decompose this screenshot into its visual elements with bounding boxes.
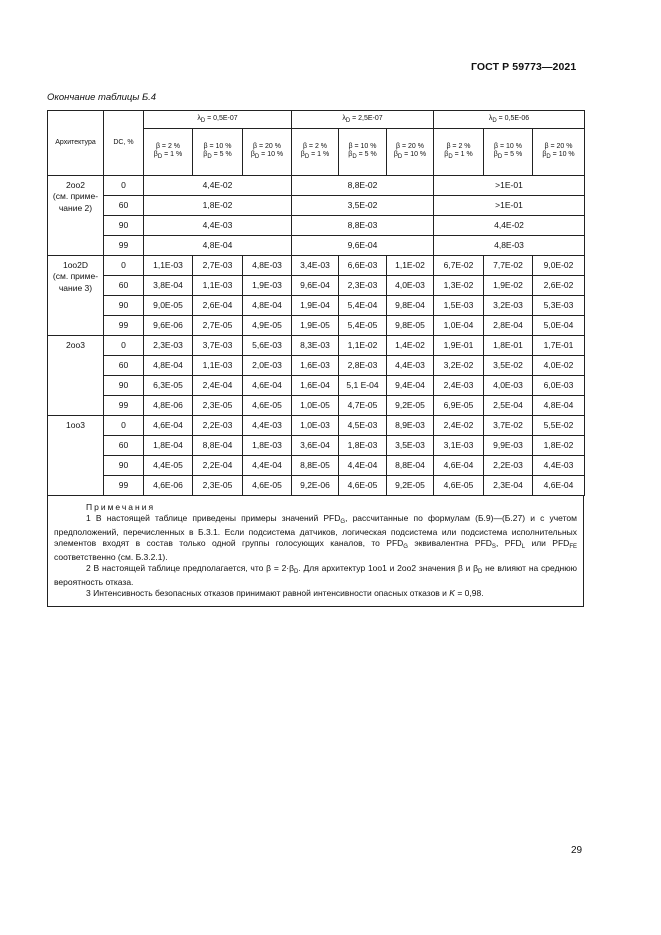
value-cell: 2,2E-03: [484, 456, 533, 476]
note-text: = 0,98.: [454, 587, 484, 598]
value-cell: 9,2E-05: [387, 396, 434, 416]
note-item: [54, 563, 577, 588]
value-cell: 1,1E-03: [193, 356, 243, 376]
value-cell: 5,6E-03: [243, 336, 292, 356]
beta-column-header: [484, 129, 533, 176]
value-cell: 1,9E-04: [292, 296, 339, 316]
value-cell: 1,0E-05: [292, 396, 339, 416]
value-cell: 5,5E-02: [533, 416, 585, 436]
value-cell: 3,2E-03: [484, 296, 533, 316]
dc-cell: 0: [104, 336, 144, 356]
note-text: . Для архитектур 1oo1 и 2oo2 значения β и β: [298, 562, 479, 573]
value-cell: 1,8E-04: [144, 436, 193, 456]
beta-d-value: = 10 %: [259, 151, 284, 159]
value-cell: 2,3E-04: [484, 476, 533, 496]
beta-d-value: = 5 %: [356, 151, 377, 159]
lambda-symbol: λ: [197, 114, 201, 122]
lambda-group-header: [434, 111, 585, 129]
value-cell: 2,6E-04: [193, 296, 243, 316]
value-cell: 2,7E-03: [193, 256, 243, 276]
beta-d-symbol: β: [542, 151, 547, 159]
beta-d-subscript: D: [397, 154, 403, 161]
table-caption: Окончание таблицы Б.4: [47, 92, 157, 103]
value-cell: 4,8E-04: [533, 396, 585, 416]
lambda-group-header: [144, 111, 292, 129]
dc-cell: 99: [104, 236, 144, 256]
value-cell: 1,1E-02: [339, 336, 387, 356]
value-cell: 1,6E-03: [292, 356, 339, 376]
beta-column-header: [292, 129, 339, 176]
architecture-cell: 1oo3: [48, 416, 104, 496]
value-cell: 3,1E-03: [434, 436, 484, 456]
table-row: [48, 176, 585, 196]
beta-d-value: = 5 %: [211, 151, 232, 159]
value-cell: 9,4E-04: [387, 376, 434, 396]
value-cell: 4,8E-04: [144, 236, 292, 256]
value-cell: 9,8E-04: [387, 296, 434, 316]
value-cell: 4,6E-05: [243, 476, 292, 496]
value-cell: 6,3E-05: [144, 376, 193, 396]
table-row: [48, 456, 585, 476]
value-cell: 1,8E-02: [533, 436, 585, 456]
page-number: 29: [571, 845, 583, 856]
beta-d-value: = 1 %: [309, 151, 330, 159]
value-cell: 4,9E-05: [243, 316, 292, 336]
value-cell: 6,0E-03: [533, 376, 585, 396]
beta-d-value: = 1 %: [162, 151, 183, 159]
note-text: , PFD: [495, 537, 522, 548]
beta-column-header: [193, 129, 243, 176]
value-cell: 8,8E-02: [292, 176, 434, 196]
table-body: [48, 176, 585, 496]
value-cell: 5,1 E-04: [339, 376, 387, 396]
beta-value: β = 20 %: [396, 143, 424, 151]
note-subscript: L: [521, 543, 526, 550]
beta-d-symbol: β: [348, 151, 353, 159]
value-cell: 6,6E-03: [339, 256, 387, 276]
value-cell: 4,4E-03: [144, 216, 292, 236]
value-cell: 9,0E-02: [533, 256, 585, 276]
value-cell: 3,5E-02: [292, 196, 434, 216]
value-cell: 1,1E-02: [387, 256, 434, 276]
dc-cell: 90: [104, 296, 144, 316]
beta-d-symbol: β: [153, 151, 158, 159]
table-row: [48, 436, 585, 456]
beta-d-symbol: β: [444, 151, 449, 159]
value-cell: 1,7E-01: [533, 336, 585, 356]
value-cell: 1,9E-01: [434, 336, 484, 356]
beta-d-symbol: β: [393, 151, 398, 159]
value-cell: 4,6E-05: [339, 476, 387, 496]
value-cell: 3,6E-04: [292, 436, 339, 456]
notes-block: [47, 496, 584, 607]
note-text: соответственно (см. Б.3.2.1).: [54, 551, 168, 562]
architecture-cell: 2oo3: [48, 336, 104, 416]
dc-cell: 90: [104, 376, 144, 396]
beta-value: β = 2 %: [446, 143, 471, 151]
beta-value: β = 10 %: [494, 143, 522, 151]
value-cell: 4,6E-04: [144, 416, 193, 436]
beta-column-header: [339, 129, 387, 176]
value-cell: 4,4E-05: [144, 456, 193, 476]
architecture-cell: 1oo2D (см. приме- чание 3): [48, 256, 104, 336]
column-header-architecture: Архитектура: [48, 111, 104, 176]
table-row: [48, 336, 585, 356]
beta-d-value: = 10 %: [402, 151, 427, 159]
note-subscript: G: [403, 543, 408, 550]
value-cell: 4,4E-04: [243, 456, 292, 476]
value-cell: 5,0E-04: [533, 316, 585, 336]
value-cell: 4,5E-03: [339, 416, 387, 436]
value-cell: 4,0E-03: [484, 376, 533, 396]
table-row: [48, 276, 585, 296]
value-cell: 4,6E-05: [434, 476, 484, 496]
table-row: [48, 396, 585, 416]
value-cell: 9,0E-05: [144, 296, 193, 316]
value-cell: 1,1E-03: [193, 276, 243, 296]
value-cell: 2,2E-03: [193, 416, 243, 436]
value-cell: 3,8E-04: [144, 276, 193, 296]
value-cell: 2,6E-02: [533, 276, 585, 296]
value-cell: 1,9E-03: [243, 276, 292, 296]
table-row: [48, 296, 585, 316]
value-cell: 8,8E-04: [387, 456, 434, 476]
value-cell: 9,2E-05: [387, 476, 434, 496]
value-cell: 7,7E-02: [484, 256, 533, 276]
value-cell: 4,6E-06: [144, 476, 193, 496]
note-subscript: S: [491, 543, 496, 550]
value-cell: 1,8E-02: [144, 196, 292, 216]
column-header-dc: DC, %: [104, 111, 144, 176]
value-cell: 6,7E-02: [434, 256, 484, 276]
beta-value: β = 10 %: [203, 143, 232, 151]
note-italic: K: [449, 587, 455, 598]
value-cell: 4,0E-03: [387, 276, 434, 296]
value-cell: 8,8E-03: [292, 216, 434, 236]
value-cell: 1,8E-01: [484, 336, 533, 356]
table-row: [48, 256, 585, 276]
value-cell: 1,8E-03: [339, 436, 387, 456]
value-cell: 4,8E-06: [144, 396, 193, 416]
beta-d-subscript: D: [352, 154, 357, 161]
dc-cell: 0: [104, 256, 144, 276]
table-row: [48, 236, 585, 256]
value-cell: 2,4E-02: [434, 416, 484, 436]
value-cell: 9,6E-04: [292, 276, 339, 296]
beta-d-subscript: D: [157, 154, 163, 161]
lambda-symbol: λ: [488, 114, 493, 122]
value-cell: 2,4E-03: [434, 376, 484, 396]
beta-d-symbol: β: [203, 151, 208, 159]
beta-d-subscript: D: [304, 154, 310, 161]
beta-d-subscript: D: [254, 154, 260, 161]
value-cell: 9,6E-04: [292, 236, 434, 256]
dc-cell: 60: [104, 276, 144, 296]
value-cell: 4,4E-03: [387, 356, 434, 376]
beta-value: β = 2 %: [155, 143, 181, 151]
dc-cell: 99: [104, 396, 144, 416]
value-cell: 2,8E-03: [339, 356, 387, 376]
value-cell: 8,9E-03: [387, 416, 434, 436]
architecture-cell: 2oo2 (см. приме- чание 2): [48, 176, 104, 256]
beta-value: β = 20 %: [253, 143, 281, 151]
value-cell: 3,7E-03: [193, 336, 243, 356]
lambda-symbol: λ: [342, 114, 346, 122]
value-cell: 9,9E-03: [484, 436, 533, 456]
lambda-subscript: D: [200, 117, 206, 124]
value-cell: 2,8E-04: [484, 316, 533, 336]
dc-cell: 0: [104, 176, 144, 196]
value-cell: 4,8E-04: [144, 356, 193, 376]
lambda-value: = 0,5E-06: [496, 114, 530, 122]
value-cell: 8,3E-03: [292, 336, 339, 356]
value-cell: 4,4E-03: [243, 416, 292, 436]
note-text: 1 В настоящей таблице приведены примеры значений PFD: [86, 513, 341, 524]
value-cell: 2,3E-03: [144, 336, 193, 356]
table-row: [48, 376, 585, 396]
value-cell: 1,1E-03: [144, 256, 193, 276]
lambda-value: = 2,5E-07: [350, 114, 383, 122]
dc-cell: 60: [104, 356, 144, 376]
beta-d-subscript: D: [497, 154, 503, 161]
table-wrapper: [47, 110, 584, 607]
note-subscript: G: [340, 519, 346, 526]
value-cell: 8,8E-05: [292, 456, 339, 476]
value-cell: 2,3E-05: [193, 396, 243, 416]
value-cell: 5,4E-04: [339, 296, 387, 316]
value-cell: 9,2E-06: [292, 476, 339, 496]
value-cell: 8,8E-04: [193, 436, 243, 456]
value-cell: 6,9E-05: [434, 396, 484, 416]
value-cell: 2,3E-05: [193, 476, 243, 496]
beta-column-header: [533, 129, 585, 176]
beta-d-value: = 1 %: [452, 151, 473, 159]
note-text: эквивалентна PFD: [407, 537, 492, 548]
value-cell: 4,6E-04: [243, 376, 292, 396]
note-text: , рассчитанные по формулам (Б.9)—(Б.27) и с учетом предположений, перечисленных в Б.3.1. Если подсистема датчиков, логическая подсистема или подсистема исполнительных элементов входят в состав только одной группы голосующих каналов, то PFD: [54, 513, 577, 548]
note-subscript: FE: [569, 543, 577, 550]
beta-d-value: = 10 %: [550, 151, 575, 159]
notes-heading: Примечания: [86, 502, 156, 512]
value-cell: 1,4E-02: [387, 336, 434, 356]
beta-d-subscript: D: [448, 154, 453, 161]
value-cell: 4,4E-02: [144, 176, 292, 196]
value-cell: 3,2E-02: [434, 356, 484, 376]
value-cell: 1,3E-02: [434, 276, 484, 296]
beta-value: β = 10 %: [348, 143, 377, 151]
value-cell: 4,6E-04: [434, 456, 484, 476]
value-cell: 1,8E-03: [243, 436, 292, 456]
note-text: 3 Интенсивность безопасных отказов принимают равной интенсивности опасных отказов и: [86, 587, 450, 598]
value-cell: 2,7E-05: [193, 316, 243, 336]
dc-cell: 99: [104, 476, 144, 496]
note-subscript: D: [478, 568, 483, 575]
beta-column-header: [434, 129, 484, 176]
value-cell: 4,4E-02: [434, 216, 585, 236]
dc-cell: 90: [104, 456, 144, 476]
value-cell: 2,4E-04: [193, 376, 243, 396]
table-row: [48, 476, 585, 496]
table-row: [48, 316, 585, 336]
beta-d-subscript: D: [546, 154, 551, 161]
table-row: [48, 356, 585, 376]
dc-cell: 0: [104, 416, 144, 436]
note-item: [54, 513, 577, 563]
beta-d-symbol: β: [300, 151, 305, 159]
value-cell: 4,0E-02: [533, 356, 585, 376]
beta-d-subscript: D: [207, 154, 212, 161]
lambda-subscript: D: [345, 117, 351, 124]
table-row: [48, 416, 585, 436]
value-cell: 1,9E-02: [484, 276, 533, 296]
value-cell: 4,4E-03: [533, 456, 585, 476]
data-table: [47, 110, 585, 496]
value-cell: 4,8E-03: [243, 256, 292, 276]
value-cell: 5,3E-03: [533, 296, 585, 316]
dc-cell: 90: [104, 216, 144, 236]
note-item: [54, 588, 577, 599]
value-cell: 1,0E-04: [434, 316, 484, 336]
beta-value: β = 2 %: [302, 143, 328, 151]
dc-cell: 60: [104, 436, 144, 456]
value-cell: 9,6E-06: [144, 316, 193, 336]
table-row: [48, 196, 585, 216]
beta-value: β = 20 %: [544, 143, 573, 151]
standard-number: ГОСТ Р 59773—2021: [471, 61, 577, 73]
beta-column-header: [144, 129, 193, 176]
value-cell: 4,6E-04: [533, 476, 585, 496]
lambda-value: = 0,5E-07: [205, 114, 238, 122]
value-cell: 1,6E-04: [292, 376, 339, 396]
value-cell: 1,0E-03: [292, 416, 339, 436]
value-cell: 4,4E-04: [339, 456, 387, 476]
beta-d-symbol: β: [250, 151, 255, 159]
dc-cell: 99: [104, 316, 144, 336]
beta-d-symbol: β: [493, 151, 498, 159]
note-text: 2 В настоящей таблице предполагается, что β = 2·β: [86, 562, 295, 573]
value-cell: 3,4E-03: [292, 256, 339, 276]
note-text: не влияют на среднюю вероятность отказа.: [54, 562, 577, 587]
value-cell: 2,5E-04: [484, 396, 533, 416]
value-cell: 4,8E-03: [434, 236, 585, 256]
lambda-subscript: D: [492, 117, 497, 124]
value-cell: 4,6E-05: [243, 396, 292, 416]
lambda-group-header: [292, 111, 434, 129]
note-subscript: D: [294, 568, 299, 575]
table-head: [48, 111, 585, 176]
value-cell: >1E-01: [434, 196, 585, 216]
value-cell: 3,5E-03: [387, 436, 434, 456]
value-cell: 4,8E-04: [243, 296, 292, 316]
beta-column-header: [387, 129, 434, 176]
value-cell: 1,9E-05: [292, 316, 339, 336]
value-cell: 3,5E-02: [484, 356, 533, 376]
value-cell: 1,5E-03: [434, 296, 484, 316]
value-cell: 5,4E-05: [339, 316, 387, 336]
note-text: или PFD: [525, 537, 570, 548]
value-cell: 2,0E-03: [243, 356, 292, 376]
value-cell: 4,7E-05: [339, 396, 387, 416]
beta-d-value: = 5 %: [502, 151, 523, 159]
value-cell: >1E-01: [434, 176, 585, 196]
value-cell: 2,3E-03: [339, 276, 387, 296]
value-cell: 2,2E-04: [193, 456, 243, 476]
dc-cell: 60: [104, 196, 144, 216]
value-cell: 9,8E-05: [387, 316, 434, 336]
beta-column-header: [243, 129, 292, 176]
value-cell: 3,7E-02: [484, 416, 533, 436]
table-row: [48, 216, 585, 236]
notes-list: [54, 513, 577, 599]
